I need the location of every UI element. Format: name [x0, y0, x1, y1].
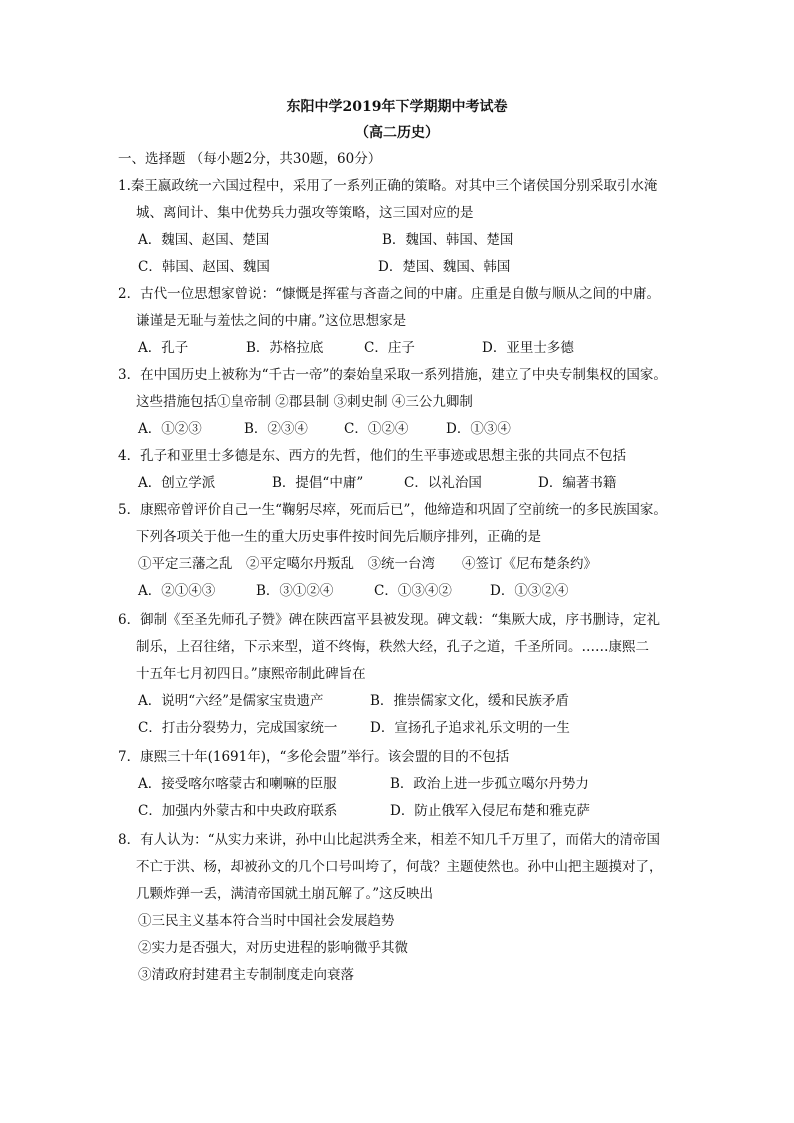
question-1-option-d: D．楚国、魏国、韩国 [378, 259, 511, 275]
question-2-line-2: 谦谨是无耻与羞怯之间的中庸。”这位思想家是 [136, 313, 407, 329]
question-4-option-d: D．编著书籍 [538, 475, 617, 491]
question-8-line-1: 8．有人认为：“从实力来讲，孙中山比起洪秀全来，相差不知几千万里了，而偌大的清帝国 [118, 832, 660, 848]
question-2-option-d: D．亚里士多德 [482, 340, 574, 356]
question-5-line-1: 5．康熙帝曾评价自己一生“鞠躬尽瘁，死而后已”，他缔造和巩固了空前统一的多民族国家。 [118, 502, 667, 518]
question-8-statement-2: ②实力是否强大，对历史进程的影响微乎其微 [138, 940, 408, 956]
question-2-option-a: A．孔子 [138, 340, 189, 356]
question-5-line-3: ①平定三藩之乱 ②平定噶尔丹叛乱 ③统一台湾 ④签订《尼布楚条约》 [138, 556, 597, 572]
question-5-option-a: A．②①④③ [138, 583, 216, 599]
question-7-line-1: 7．康熙三十年(1691年)，“多伦会盟”举行。该会盟的目的不包括 [118, 749, 510, 765]
question-6-line-1: 6．御制《至圣先师孔子赞》碑在陕西富平县被发现。碑文载：“集厥大成，序书删诗，定礼 [118, 612, 660, 628]
question-6-option-c: C．打击分裂势力，完成国家统一 [138, 720, 338, 736]
question-1-line-1: 1.秦王嬴政统一六国过程中，采用了一系列正确的策略。对其中三个诸侯国分别采取引水淹 [118, 178, 658, 194]
question-2-line-1: 2．古代一位思想家曾说：“慷慨是挥霍与吝啬之间的中庸。庄重是自傲与顺从之间的中庸。 [118, 286, 660, 302]
question-1-option-c: C．韩国、赵国、魏国 [138, 259, 270, 275]
question-7-option-c: C．加强内外蒙古和中央政府联系 [138, 803, 338, 819]
question-7-option-b: B．政治上进一步孤立噶尔丹势力 [390, 776, 589, 792]
question-1-option-a: A．魏国、赵国、楚国 [138, 232, 270, 248]
question-5-line-2: 下列各项关于他一生的重大历史事件按时间先后顺序排列，正确的是 [136, 529, 541, 545]
question-8-line-3: 几颗炸弹一丢，满清帝国就土崩瓦解了。”这反映出 [136, 886, 434, 902]
question-6-option-d: D．宣扬孔子追求礼乐文明的一生 [370, 720, 570, 736]
section-heading: 一、选择题 （每小题2分，共30题，60分） [118, 151, 382, 167]
question-3-option-d: D．①③④ [446, 421, 511, 437]
exam-subtitle: （高二历史） [355, 125, 439, 141]
exam-title: 东阳中学2019年下学期期中考试卷 [286, 99, 508, 115]
question-6-option-b: B．推崇儒家文化，缓和民族矛盾 [370, 693, 569, 709]
question-6-line-2: 制乐，上召往绪，下示来型，道不终悔，秩然大经，孔子之道，千圣所同。……康熙二 [136, 639, 649, 655]
question-4-option-a: A．创立学派 [138, 475, 216, 491]
question-8-line-2: 不亡于洪、杨，却被孙文的几个口号叫垮了，何哉？主题使然也。孙中山把主题摸对了， [136, 859, 663, 875]
question-3-line-1: 3．在中国历史上被称为“千古一帝”的秦始皇采取一系列措施，建立了中央专制集权的国家。 [118, 367, 667, 383]
question-3-option-c: C．①②④ [344, 421, 409, 437]
question-5-option-d: D．①③②④ [490, 583, 569, 599]
question-1-line-2: 城、离间计、集中优势兵力强攻等策略，这三国对应的是 [136, 205, 474, 221]
question-5-option-c: C．①③④② [374, 583, 452, 599]
question-2-option-c: C．庄子 [364, 340, 415, 356]
question-5-option-b: B．③①②④ [256, 583, 334, 599]
question-4-line-1: 4．孔子和亚里士多德是东、西方的先哲，他们的生平事迹或思想主张的共同点不包括 [118, 448, 627, 464]
question-3-line-2: 这些措施包括①皇帝制 ②郡县制 ③刺史制 ④三公九卿制 [136, 394, 473, 410]
question-8-statement-3: ③清政府封建君主专制制度走向衰落 [138, 967, 354, 983]
question-6-option-a: A．说明“六经”是儒家宝贵遗产 [138, 693, 324, 709]
question-2-option-b: B．苏格拉底 [246, 340, 324, 356]
question-8-statement-1: ①三民主义基本符合当时中国社会发展趋势 [138, 913, 395, 929]
question-1-option-b: B．魏国、韩国、楚国 [382, 232, 514, 248]
question-3-option-a: A．①②③ [138, 421, 202, 437]
question-3-option-b: B．②③④ [244, 421, 308, 437]
question-7-option-d: D．防止俄军入侵尼布楚和雅克萨 [390, 803, 590, 819]
question-6-line-3: 十五年七月初四日。”康熙帝制此碑旨在 [136, 666, 366, 682]
question-7-option-a: A．接受喀尔喀蒙古和喇嘛的臣服 [138, 776, 337, 792]
question-4-option-c: C．以礼治国 [404, 475, 482, 491]
question-4-option-b: B．提倡“中庸” [272, 475, 364, 491]
